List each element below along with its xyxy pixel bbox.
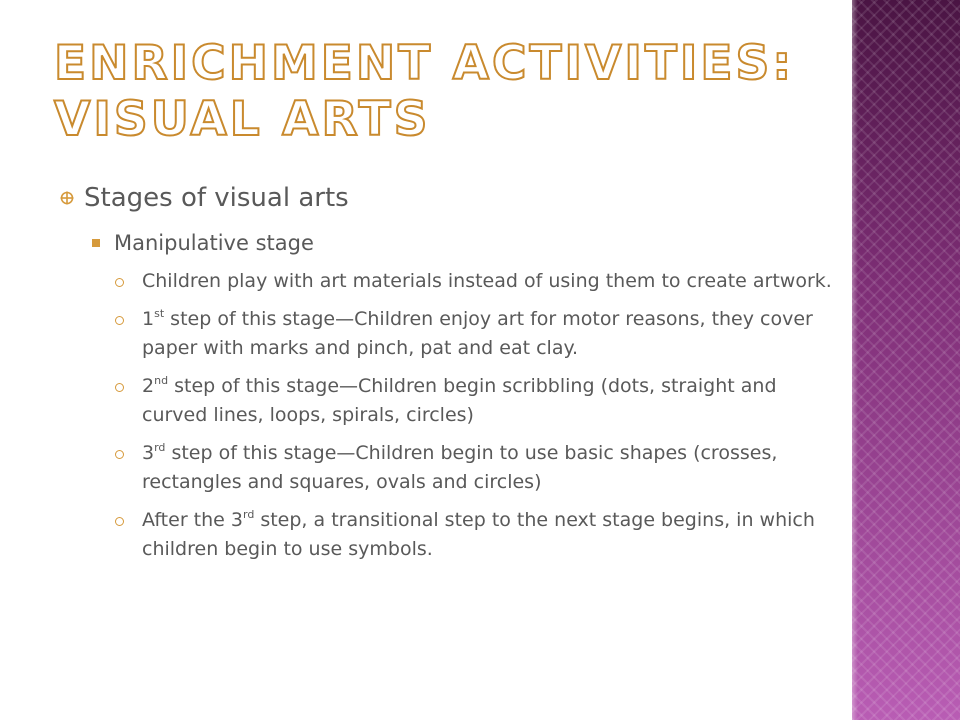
- point-text: After the 3rd step, a transitional step to the next stage begins, in which children begin to use symbols.: [142, 507, 815, 560]
- circle-bullet-icon: [115, 506, 142, 526]
- bullet-point: [115, 506, 840, 564]
- circle-bullet-icon: [115, 305, 142, 325]
- bullet-point: [115, 439, 840, 497]
- point-text: 3rd step of this stage—Children begin to use basic shapes (crosses, rectangles and squares, ovals and circles): [142, 440, 778, 493]
- bullet-level-2: [90, 228, 840, 258]
- bullet-point: [115, 305, 840, 363]
- circle-bullet-icon: [115, 267, 142, 287]
- heading-text: Stages of visual arts: [84, 183, 349, 213]
- slide-body: [60, 180, 840, 564]
- point-text: 1st step of this stage—Children enjoy art for motor reasons, they cover paper with marks and pinch, pat and eat clay.: [142, 306, 813, 359]
- bullet-level-1: [60, 180, 840, 216]
- point-text: 2nd step of this stage—Children begin scribbling (dots, straight and curved lines, loops, spirals, circles): [142, 373, 777, 426]
- title-line-2: VISUAL ARTS: [54, 92, 431, 147]
- bullet-point: [115, 372, 840, 430]
- circle-bullet-icon: [115, 439, 142, 459]
- point-text: Children play with art materials instead of using them to create artwork.: [142, 270, 832, 292]
- square-bullet-icon: [90, 239, 114, 247]
- bullet-point: [115, 267, 840, 296]
- subheading-text: Manipulative stage: [114, 231, 314, 255]
- title-line-1: ENRICHMENT ACTIVITIES:: [54, 36, 795, 91]
- slide-title: [54, 36, 844, 148]
- crosshair-bullet-icon: [60, 191, 84, 205]
- decorative-sidebar: [852, 0, 960, 720]
- sidebar-edge-highlight: [852, 0, 858, 720]
- circle-bullet-icon: [115, 372, 142, 392]
